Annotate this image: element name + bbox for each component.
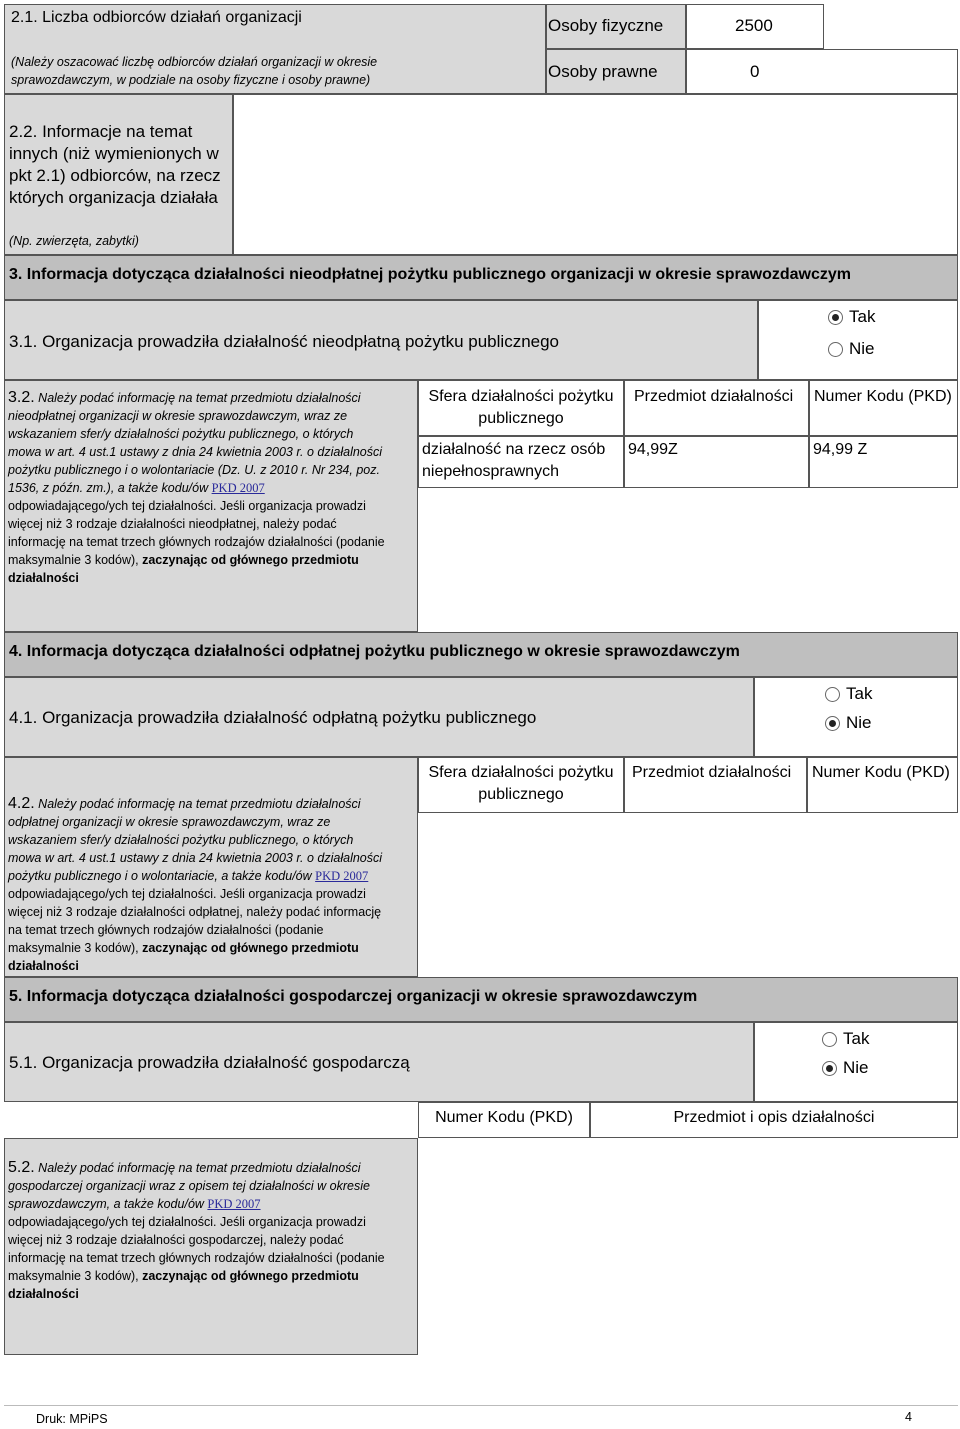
osoby-fizyczne-label: Osoby fizyczne [548,16,664,35]
footer-divider [4,1405,958,1406]
osoby-prawne-label: Osoby prawne [548,62,658,81]
col-sfera-header-l1: Sfera działalności pożytku [428,764,614,781]
section-3-1-radio-tak[interactable] [828,307,875,327]
radio-unchecked-icon [825,687,840,702]
section-3-1-radio-nie[interactable] [828,339,875,359]
section-5-header-text: 5. Informacja dotycząca działalności gospodarczej organizacji w okresie sprawozdawczym [9,988,698,1005]
col-opis-header: Przedmiot i opis działalności [673,1109,875,1126]
section-3-header-text: 3. Informacja dotycząca działalności nieodpłatnej pożytku publicznego organizacji w okresie sprawozdawczym [9,266,851,283]
desc-line: mowa w art. 4 ust.1 ustawy z dnia 24 kwietnia 2003 r. o działalności [8,851,383,865]
section-2-2-line-4: których organizacja działała [9,188,218,207]
radio-nie-label: Nie [846,713,872,732]
section-2-2-line-2: innych (niż wymienionych w [9,144,219,163]
desc-line-bold: działalności [8,571,79,585]
col-przedmiot-header: Przedmiot działalności [634,388,794,405]
section-2-1-note-1: (Należy oszacować liczbę odbiorców działań organizacji w okresie [11,55,378,69]
desc-line: odpowiadającego/ych tej działalności. Jeśli organizacja prowadzi [8,887,366,901]
desc-line: na temat trzech głównych rodzajów działalności (podanie [8,923,324,937]
osoby-prawne-value: 0 [750,62,760,81]
section-4-1-radio-nie[interactable] [825,713,872,733]
osoby-fizyczne-value: 2500 [735,16,773,35]
radio-tak-label: Tak [846,684,873,703]
desc-line: więcej niż 3 rodzaje działalności gospodarczej, należy podać [8,1233,344,1247]
radio-tak-label: Tak [843,1029,870,1048]
osoby-prawne-field[interactable] [686,49,958,94]
desc-line-bold: działalności [8,1287,79,1301]
section-5-2-desc [8,1159,385,1303]
desc-line: odpłatnej organizacji w okresie sprawozdawczym, wraz ze [8,815,331,829]
desc-line: wskazaniem sfer/y działalności pożytku publicznego, o których [8,833,354,847]
desc-line: nieodpłatnej organizacji w okresie sprawozdawczym, wraz ze [8,409,348,423]
col-kod-header: Numer Kodu (PKD) [814,388,952,405]
desc-line: sprawozdawczym, a także kodu/ów [8,1197,204,1211]
section-4-2-desc [8,795,382,975]
row-sfera-l2: niepełnosprawnych [422,463,559,480]
desc-line-bold: zaczynając od głównego przedmiotu [142,941,359,955]
desc-line: maksymalnie 3 kodów), [8,553,139,567]
desc-line: maksymalnie 3 kodów), [8,941,139,955]
desc-line-bold: zaczynając od głównego przedmiotu [142,553,359,567]
desc-line: odpowiadającego/ych tej działalności. Jeśli organizacja prowadzi [8,1215,366,1229]
radio-checked-icon [828,310,843,325]
section-5-1-question: 5.1. Organizacja prowadziła działalność gospodarczą [9,1053,410,1072]
row-kod-value: 94,99 Z [813,441,868,458]
desc-line: więcej niż 3 rodzaje działalności nieodpłatnej, należy podać [8,517,337,531]
section-4-1-question: 4.1. Organizacja prowadziła działalność odpłatną pożytku publicznego [9,708,537,727]
section-5-1-radio-nie[interactable] [822,1058,869,1078]
section-3-1-question: 3.1. Organizacja prowadziła działalność nieodpłatną pożytku publicznego [9,332,560,351]
footer-print: Druk: MPiPS [36,1412,108,1426]
section-3-2-num: 3.2. [8,389,35,406]
pkd-2007-link[interactable]: PKD 2007 [315,869,369,883]
desc-line: odpowiadającego/ych tej działalności. Jeśli organizacja prowadzi [8,499,366,513]
desc-line: wskazaniem sfer/y działalności pożytku publicznego, o których [8,427,354,441]
col-sfera-header-l2: publicznego [478,410,564,427]
desc-line: pożytku publicznego i o wolontariacie (Dz. U. z 2010 r. Nr 234, poz. [8,463,380,477]
col-sfera-header-l2: publicznego [478,786,564,803]
section-2-1-note-2: sprawozdawczym, w podziale na osoby fizyczne i osoby prawne) [11,73,371,87]
section-5-1-radio-tak[interactable] [822,1029,869,1049]
desc-line: Należy podać informację na temat przedmiotu działalności [38,797,361,811]
col-sfera-header-l1: Sfera działalności pożytku [428,388,614,405]
section-5-2-num: 5.2. [8,1159,35,1176]
radio-tak-label: Tak [849,307,876,326]
desc-line: informację na temat trzech głównych rodzajów działalności (podanie [8,535,385,549]
radio-checked-icon [825,716,840,731]
section-2-2-field[interactable] [233,94,958,255]
radio-unchecked-icon [822,1032,837,1047]
row-przedmiot-value: 94,99Z [628,441,678,458]
desc-line: więcej niż 3 rodzaje działalności odpłatnej, należy podać informację [8,905,382,919]
desc-line: gospodarczej organizacji wraz z opisem tej działalności w okresie [8,1179,370,1193]
desc-line: 1536, z późn. zm.), a także kodu/ów [8,481,209,495]
radio-checked-icon [822,1061,837,1076]
desc-line: Należy podać informację na temat przedmiotu działalności [38,391,361,405]
pkd-2007-link[interactable]: PKD 2007 [211,481,265,495]
desc-line: pożytku publicznego i o wolontariacie, a także kodu/ów [8,869,312,883]
radio-unchecked-icon [828,342,843,357]
desc-line: mowa w art. 4 ust.1 ustawy z dnia 24 kwietnia 2003 r. o działalności [8,445,383,459]
desc-line-bold: działalności [8,959,79,973]
radio-nie-label: Nie [843,1058,869,1077]
col-kod-header: Numer Kodu (PKD) [812,764,950,781]
col-kod-header: Numer Kodu (PKD) [435,1109,573,1126]
desc-line-bold: zaczynając od głównego przedmiotu [142,1269,359,1283]
col-przedmiot-header: Przedmiot działalności [632,764,792,781]
section-4-header-text: 4. Informacja dotycząca działalności odpłatnej pożytku publicznego w okresie sprawozdawczym [9,643,740,660]
pkd-2007-link[interactable]: PKD 2007 [207,1197,261,1211]
section-3-2-desc [8,389,385,587]
footer-page-number: 4 [905,1410,912,1424]
row-sfera-l1: działalność na rzecz osób [422,441,606,458]
section-2-1-title: 2.1. Liczba odbiorców działań organizacji [11,9,302,26]
desc-line: maksymalnie 3 kodów), [8,1269,139,1283]
section-2-2-note: (Np. zwierzęta, zabytki) [9,234,139,248]
radio-nie-label: Nie [849,339,875,358]
section-4-1-radio-tak[interactable] [825,684,872,704]
desc-line: informację na temat trzech głównych rodzajów działalności (podanie [8,1251,385,1265]
section-2-2-line-1: 2.2. Informacje na temat [9,122,193,141]
desc-line: Należy podać informację na temat przedmiotu działalności [38,1161,361,1175]
section-4-2-num: 4.2. [8,795,35,812]
section-2-2-line-3: pkt 2.1) odbiorców, na rzecz [9,166,221,185]
